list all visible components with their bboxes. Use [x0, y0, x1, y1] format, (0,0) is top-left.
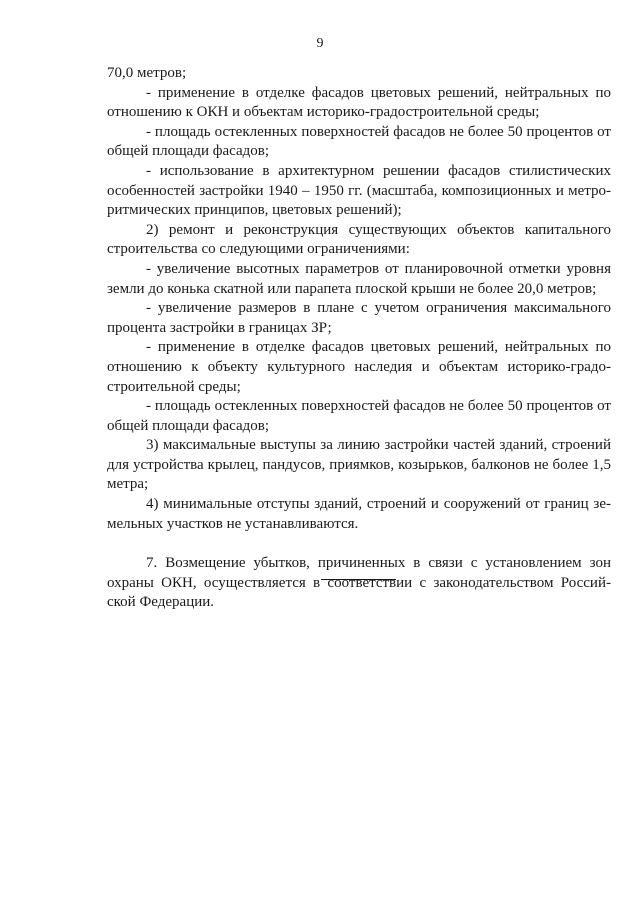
paragraph-9: - площадь остекленных поверхностей фасадов не более 50 процентов от общей площади фасадов;: [107, 398, 611, 434]
paragraph-4: - использование в архитектурном решении фасадов стилистических особенностей застройки 1940 – 1950 гг. (масштаба, композиционных и метро-ритмических принципов, цветовых решений);: [107, 162, 611, 219]
paragraph-1: 70,0 метров;: [107, 65, 187, 81]
paragraph-7: - увеличение размеров в плане с учетом ограничения максимального процента застройки в границах ЗР;: [107, 300, 611, 336]
paragraph-10: 3) максимальные выступы за линию застройки частей зданий, строений для устройства крылец, пандусов, приямков, козырьков, балконов не более 1,5 метра;: [107, 437, 611, 493]
page-number: 9: [316, 36, 324, 51]
paragraph-8: - применение в отделке фасадов цветовых решений, нейтральных по отношению к объекту культурного наследия и объектам историко-градо-строительной среды;: [107, 339, 611, 395]
paragraph-2: - применение в отделке фасадов цветовых решений, нейтральных по отношению к ОКН и объектам историко-градостроительной среды;: [107, 84, 611, 121]
paragraph-5: 2) ремонт и реконструкция существующих объектов капитального строительства со следующими ограничениями:: [107, 221, 611, 258]
paragraph-3: - площадь остекленных поверхностей фасадов не более 50 процентов от общей площади фасадов;: [107, 123, 611, 160]
paragraph-12: 7. Возмещение убытков, причиненных в связи с установлением зон охраны ОКН, осуществляется в соответствии с законодательством Россий-ской Федерации.: [107, 555, 611, 611]
end-divider: [321, 579, 396, 580]
paragraph-6: - увеличение высотных параметров от планировочной отметки уровня земли до конька скатной или парапета плоской крыши не более 20,0 метров;: [107, 260, 611, 297]
document-body: [107, 64, 611, 613]
paragraph-11: 4) минимальные отступы зданий, строений и сооружений от границ зе-мельных участков не устанавливаются.: [107, 496, 611, 532]
